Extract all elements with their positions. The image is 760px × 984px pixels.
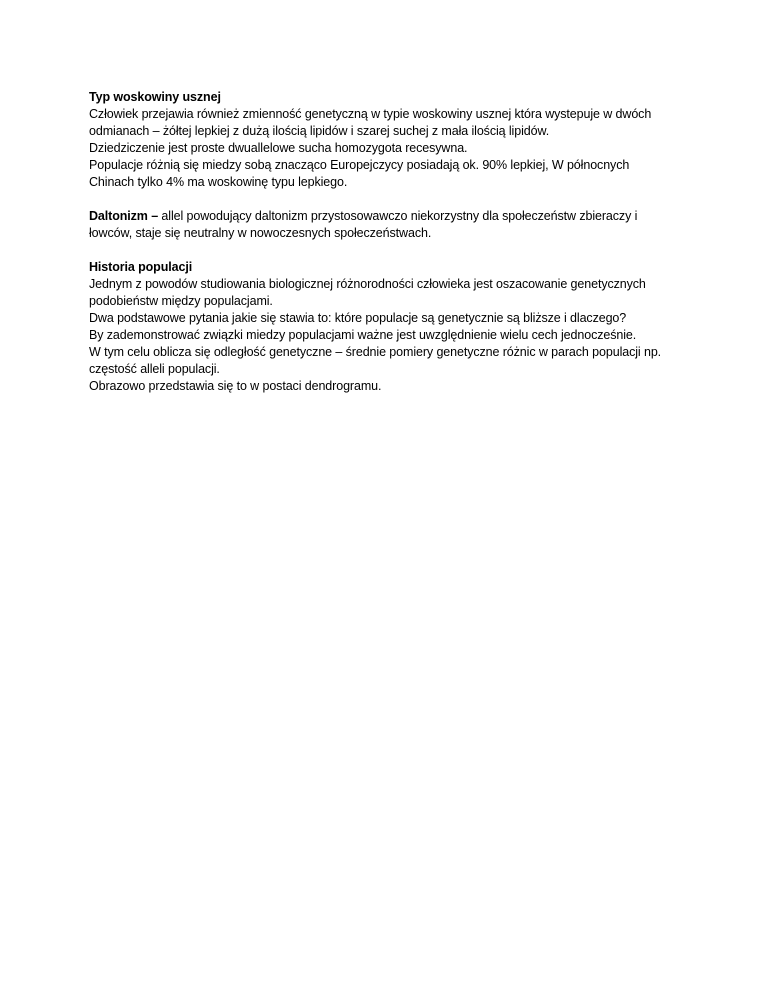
section-heading: Historia populacji <box>89 260 193 274</box>
paragraph-line: częstość alleli populacji. <box>89 362 220 376</box>
paragraph-line: Populacje różnią się miedzy sobą znacząco Europejczycy posiadają ok. 90% lepkiej, W północnych <box>89 158 630 172</box>
paragraph-line <box>89 208 689 225</box>
document-body <box>89 89 689 412</box>
paragraph-line: Człowiek przejawia również zmienność genetyczną w typie woskowiny usznej która wystepuje w dwóch <box>89 107 652 121</box>
paragraph-line: Chinach tylko 4% ma woskowinę typu lepkiego. <box>89 175 348 189</box>
paragraph-line: Dwa podstawowe pytania jakie się stawia to: które populacje są genetycznie są bliższe i dlaczego? <box>89 311 627 325</box>
section-color-blindness <box>89 208 689 242</box>
section-heading: Typ woskowiny usznej <box>89 90 221 104</box>
paragraph-line: Jednym z powodów studiowania biologicznej różnorodności człowieka jest oszacowanie genetycznych <box>89 277 646 291</box>
paragraph-line: By zademonstrować związki miedzy populacjami ważne jest uwzględnienie wielu cech jednocześnie. <box>89 328 637 342</box>
paragraph-line: odmianach – żółtej lepkiej z dużą ilością lipidów i szarej suchej z mała ilością lipidów. <box>89 124 550 138</box>
term-label: Daltonizm – <box>89 209 159 223</box>
paragraph-line: podobieństw między populacjami. <box>89 294 273 308</box>
paragraph-line: W tym celu oblicza się odległość genetyczne – średnie pomiery genetyczne różnic w parach populacji np. <box>89 345 662 359</box>
paragraph-line: Obrazowo przedstawia się to w postaci dendrogramu. <box>89 379 382 393</box>
definition-text: allel powodujący daltonizm przystosowawczo niekorzystny dla społeczeństw zbieraczy i <box>158 209 638 223</box>
paragraph-line: Dziedziczenie jest proste dwuallelowe sucha homozygota recesywna. <box>89 141 468 155</box>
section-earwax-type <box>89 89 689 191</box>
section-population-history <box>89 259 689 395</box>
paragraph-line: łowców, staje się neutralny w nowoczesnych społeczeństwach. <box>89 226 432 240</box>
